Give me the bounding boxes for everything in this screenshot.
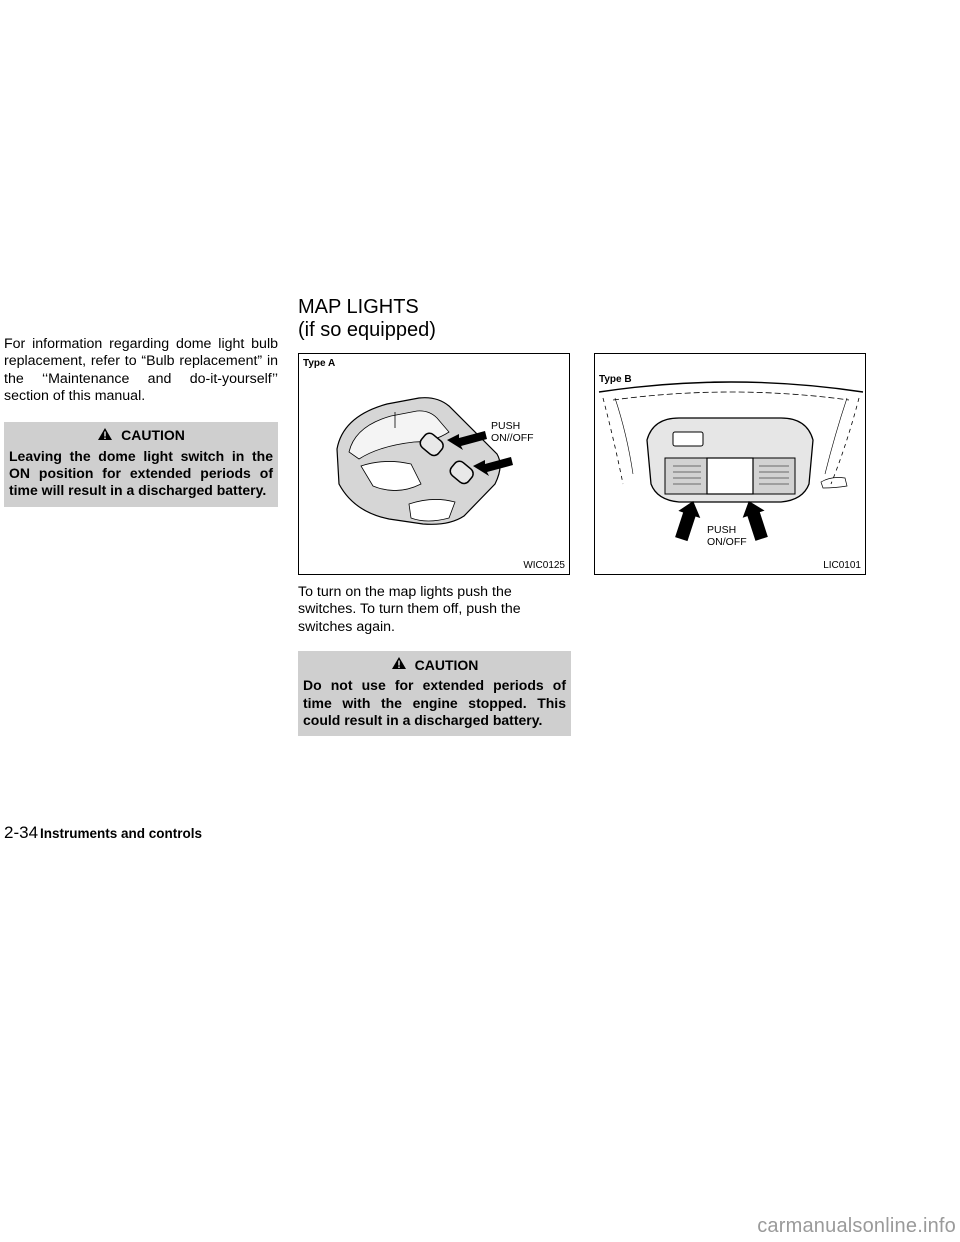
map-lights-paragraph: To turn on the map lights push the switches. To turn them off, push the switches again.	[298, 584, 521, 635]
figure-code: WIC0125	[523, 560, 565, 571]
left-column	[4, 336, 278, 507]
caution-box-battery	[4, 422, 278, 507]
caution-text: Do not use for extended periods of time with the engine stopped. This could result in a discharged battery.	[303, 677, 566, 729]
warning-triangle-icon	[391, 656, 407, 673]
page-number: 2-34	[4, 823, 39, 842]
caution-box-engine	[298, 651, 571, 736]
figure-type-b	[594, 353, 866, 575]
caution-text: Leaving the dome light switch in the ON position for extended periods of time will result in a discharged battery.	[9, 447, 273, 499]
push-callout: PUSH ON/OFF	[707, 524, 747, 548]
middle-column	[298, 584, 571, 736]
caution-heading: CAUTION	[303, 656, 566, 673]
push-callout: PUSH ON//OFF	[491, 420, 534, 444]
section-title: MAP LIGHTS (if so equipped)	[298, 296, 436, 341]
caution-heading: CAUTION	[9, 427, 273, 444]
map-light-type-a-illustration	[299, 354, 570, 575]
warning-triangle-icon	[97, 427, 113, 444]
figure-label: Type A	[303, 358, 336, 369]
figure-code: LIC0101	[823, 560, 861, 571]
watermark: carmanualsonline.info	[757, 1215, 956, 1237]
figure-type-a	[298, 353, 570, 575]
page-footer	[4, 823, 202, 843]
bulb-replacement-paragraph: For information regarding dome light bulb replacement, refer to “Bulb replacement” in the ‘‘Maintenance and do-it-yourself’’ section of this manual.	[4, 336, 278, 405]
footer-section-name: Instruments and controls	[40, 826, 203, 841]
figure-label: Type B	[599, 374, 632, 385]
